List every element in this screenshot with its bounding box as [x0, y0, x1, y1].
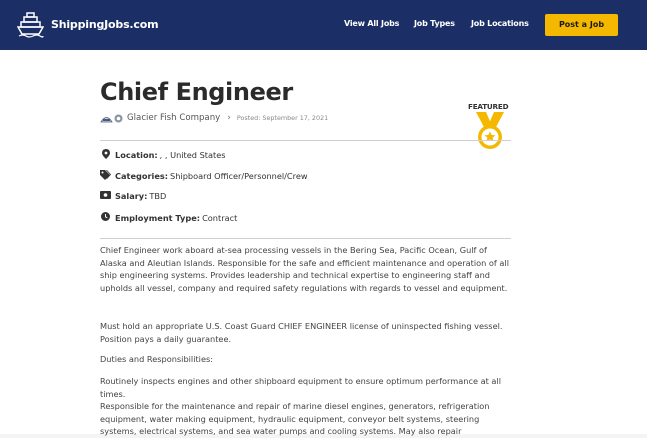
- nav-job-types[interactable]: Job Types: [414, 19, 455, 28]
- posted-date: Posted: September 17, 2021: [236, 114, 329, 122]
- brand-name: ShippingJobs.com: [51, 18, 159, 31]
- job-salary: [100, 191, 166, 201]
- salary-value: TBD: [149, 191, 167, 201]
- tags-icon: [100, 170, 111, 182]
- money-icon: [100, 191, 111, 201]
- job-location: [100, 149, 226, 161]
- employment-type-label: Employment Type:: [115, 212, 201, 223]
- description-paragraph: Chief Engineer work aboard at-sea processing vessels in the Bering Sea, Pacific Ocean, Gulf of Alaska and Aleutian Islands. Responsible for the safe and efficient maintenance and operation of all ship engineering systems. Provides leadership and technical expertise to engineering staff and upholds all vessel, company and required safety regulations with regards to vessel and equipment.: [100, 245, 509, 293]
- featured-medal-icon: [472, 112, 508, 152]
- ship-logo-icon: [17, 11, 44, 38]
- job-categories: [100, 170, 308, 182]
- employment-type-value: Contract: [202, 212, 238, 223]
- categories-value[interactable]: Shipboard Officer/Personnel/Crew: [170, 171, 308, 181]
- job-employment-type: [100, 212, 237, 223]
- divider: [100, 140, 511, 141]
- post-a-job-button[interactable]: Post a Job: [545, 14, 618, 36]
- job-title: Chief Engineer: [100, 78, 293, 106]
- description-paragraph: Duties and Responsibilities:: [100, 354, 214, 364]
- location-label: Location:: [115, 150, 158, 160]
- location-value: , , United States: [159, 150, 226, 160]
- description-paragraph: [100, 375, 512, 438]
- divider: [100, 238, 511, 239]
- clock-icon: [100, 212, 111, 223]
- company-link[interactable]: Glacier Fish Company: [127, 113, 221, 123]
- featured-label: FEATURED: [468, 102, 509, 111]
- nav-job-locations[interactable]: Job Locations: [471, 19, 529, 28]
- company-logo-icon: [100, 114, 113, 123]
- duty-line: Responsible for the maintenance and repair of marine diesel engines, generators, refrigeration equipment, water making equipment, hydraulic equipment, conveyor belt systems, steering systems, electrical systems, and sea water pumps and cooling systems. May also repair: [100, 401, 490, 436]
- company-badge-icon: [114, 114, 123, 123]
- nav-view-all-jobs[interactable]: View All Jobs: [344, 19, 400, 28]
- chevron-right-icon: ›: [227, 113, 231, 123]
- brand-logo-link[interactable]: [17, 11, 158, 38]
- duty-line: Routinely inspects engines and other shipboard equipment to ensure optimum performance at all times.: [100, 376, 501, 399]
- map-pin-icon: [100, 149, 111, 161]
- salary-label: Salary:: [115, 191, 148, 201]
- company-row: [100, 113, 328, 123]
- description-paragraph: Must hold an appropriate U.S. Coast Guard CHIEF ENGINEER license of uninspected fishing vessel. Position pays a daily guarantee.: [100, 321, 503, 344]
- top-navbar: [0, 0, 647, 50]
- categories-label: Categories:: [115, 171, 169, 181]
